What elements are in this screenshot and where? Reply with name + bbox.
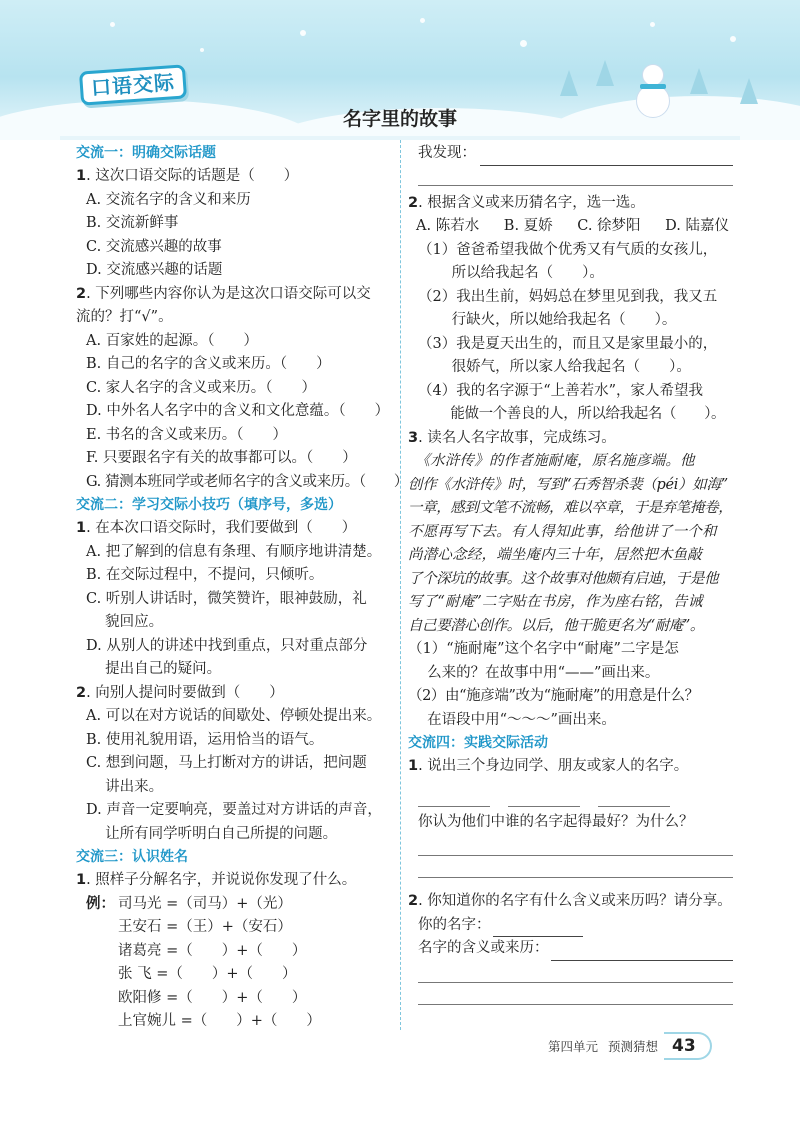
passage-line: 《水浒传》的作者施耐庵，原名施彦端。他 [408,453,695,469]
option: D. 陆嘉仪 [665,218,729,234]
passage-line: 尚潜心念经，端坐庵内三十年，居然把木鱼敲 [408,547,702,563]
option: D. 从别人的讲述中找到重点，只对重点部分 [86,637,368,654]
snowflake-icon [520,40,527,47]
sub-question: （3）我是夏天出生的，而且又是家里最小的， [418,335,718,352]
question-number: 2 [408,194,419,211]
page-title: 名字里的故事 [342,108,457,130]
snowflake-icon [420,18,425,23]
question-text-cont: 流的？打“√”。 [76,309,173,325]
option: A. 百家姓的起源。（ ） [86,332,258,349]
option-cont: 让所有同学听明白自己所提的问题。 [86,825,338,842]
question-9 [408,890,733,914]
option: B. 使用礼貌用语，运用恰当的语气。 [86,731,324,748]
question-number: 1 [76,872,87,888]
option: A. 陈若水 [416,218,480,234]
question-text: . 照样子分解名字，并说说你发现了什么。 [86,872,357,888]
option: C. 想到问题，马上打断对方的讲话，把问题 [86,755,367,771]
name-row [408,914,733,938]
answer-line[interactable] [418,856,733,878]
tree-icon [690,68,708,94]
section-heading-3: 交流三：认识姓名 [76,849,188,865]
sub-question: （2）我出生前，妈妈总在梦里见到我，我又五 [418,288,718,305]
snowflake-icon [650,22,655,27]
answer-line[interactable] [418,961,733,983]
question-6 [408,192,733,216]
page-number: 43 [664,1032,712,1060]
option: A. 把了解到的信息有条理、有顺序地讲清楚。 [86,543,382,560]
option: C. 交流感兴趣的故事 [86,238,222,255]
question-text: . 你知道你的名字有什么含义或来历吗？请分享。 [418,893,732,909]
tree-icon [740,78,758,104]
sub-question-cont: 能做一个善良的人，所以给我起名（ ）。 [418,406,726,422]
option: D. 中外名人名字中的含义和文化意蕴。（ ） [86,403,390,419]
question-text: . 这次口语交际的话题是（ ） [86,168,299,184]
question-text: . 根据含义或来历猜名字，选一选。 [418,194,645,211]
meaning-label: 名字的含义或来历： [418,940,549,956]
answer-line[interactable] [418,166,733,186]
name-answer-lines [408,779,733,807]
question-number: 2 [408,893,419,909]
question-8 [408,755,733,779]
tree-icon [560,70,578,96]
option: E. 书名的含义或来历。（ ） [86,426,288,443]
option: A. 可以在对方说话的间歇处、停顿处提出来。 [86,708,382,724]
option: C. 徐梦阳 [577,218,641,234]
question-text: . 在本次口语交际时，我们要做到（ ） [86,520,357,536]
name-options [408,215,733,239]
name-split-row: 诸葛亮 =（ ）+（ ） [118,942,307,959]
option: D. 声音一定要响亮，要盖过对方讲话的声音， [86,802,382,818]
question-number: 3 [408,429,419,446]
option: C. 听别人讲话时，微笑赞许，眼神鼓励，礼 [86,590,367,607]
option-cont: 提出自己的疑问。 [86,661,222,677]
follow-up-question: 你认为他们中谁的名字起得最好？为什么？ [418,813,694,830]
sub-question: （4）我的名字源于“上善若水”，家人希望我 [418,382,704,399]
question-number: 2 [76,285,87,302]
meaning-row [408,937,733,961]
answer-line[interactable] [418,806,490,807]
name-split-row: 上官婉儿 =（ ）+（ ） [118,1013,321,1029]
snowflake-icon [110,22,115,27]
name-split-row: 王安石 =（王）+（安石） [118,919,292,935]
sub-question-cont: 很娇气，所以家人给我起名（ ）。 [418,359,691,375]
sub-question: （1）爸爸希望我做个优秀又有气质的女孩儿， [418,241,718,258]
answer-line[interactable] [418,983,733,1005]
sub-question-cont: 么来的？在故事中用“——”画出来。 [408,664,660,681]
option: B. 交流新鲜事 [86,215,179,231]
answer-line[interactable] [493,919,583,937]
footer-unit: 第四单元 [548,1039,599,1054]
option: B. 在交际过程中，不提问，只倾听。 [86,567,324,583]
option-cont: 讲出来。 [86,778,164,795]
question-1 [76,165,396,189]
sub-question-cont: 在语段中用“～～～”画出来。 [408,711,616,728]
section-heading-2: 交流二：学习交际小技巧（填序号，多选） [76,497,342,513]
answer-line[interactable] [508,806,580,807]
question-text: . 说出三个身边同学、朋友或家人的名字。 [418,758,689,774]
example-label: 例： [86,895,115,912]
answer-line[interactable] [598,806,670,807]
question-number: 1 [76,520,87,536]
answer-line[interactable] [418,834,733,856]
option: C. 家人名字的含义或来历。（ ） [86,379,317,396]
right-column [408,142,733,1005]
passage-line: 不愿再写下去。有人得知此事，给他讲了一个和 [408,523,717,540]
question-number: 1 [76,168,87,184]
question-2 [76,283,396,307]
question-5 [76,869,396,893]
discover-label: 我发现： [418,145,476,161]
passage-line: 一章，感到文笔不流畅，难以卒章，于是弃笔掩卷， [408,500,733,516]
passage-line: 自己要潜心创作。以后，他干脆更名为“耐庵”。 [408,617,705,634]
snowman-scarf-icon [640,84,666,89]
sub-question: （2）由“施彦端”改为“施耐庵”的用意是什么？ [408,688,699,704]
question-text: . 向别人提问时要做到（ ） [86,684,284,701]
passage-line: 了个深坑的故事。这个故事对他颇有启迪，于是他 [408,570,719,587]
sub-question-cont: 行缺火，所以她给我起名（ ）。 [418,312,677,328]
left-column [76,142,409,1034]
snowman-head-icon [642,64,664,86]
sub-question-cont: 所以给我起名（ ）。 [418,265,604,281]
tree-icon [596,60,614,86]
column-divider [400,140,401,1030]
answer-line[interactable] [480,148,733,166]
snowflake-icon [300,30,306,36]
footer-topic: 预测猜想 [608,1039,659,1054]
option: G. 猜测本班同学或老师名字的含义或来历。（ ） [86,473,409,490]
option: A. 交流名字的含义和来历 [86,191,251,208]
option: B. 夏娇 [503,218,553,234]
snowflake-icon [730,36,736,42]
question-number: 1 [408,758,419,774]
sub-question: （1）“施耐庵”这个名字中“耐庵”二字是怎 [408,641,679,657]
question-7 [408,427,733,451]
snowflake-icon [200,48,204,52]
answer-line[interactable] [551,943,734,961]
name-label: 你的名字： [418,916,491,933]
name-split-row: 张 飞 =（ ）+（ ） [118,966,297,982]
badge-label: 口语交际 [90,70,176,100]
question-text: . 读名人名字故事，完成练习。 [418,429,616,446]
option: D. 交流感兴趣的话题 [86,262,223,278]
section-heading-4: 交流四：实践交际活动 [408,735,548,751]
name-split-row: 欧阳修 =（ ）+（ ） [118,989,307,1006]
option: F. 只要跟名字有关的故事都可以。（ ） [86,450,357,466]
section-heading-1: 交流一：明确交际话题 [76,145,216,161]
question-text: . 下列哪些内容你认为是这次口语交际可以交 [86,285,371,302]
example-item: 司马光 =（司马）+（光） [118,895,292,912]
passage-line: 创作《水浒传》时，写到“石秀智杀裴（péi）如海” [408,476,728,493]
question-3 [76,517,396,541]
question-number: 2 [76,684,87,701]
passage-line: 写了“耐庵”二字贴在书房，作为座右铭，告诫 [408,594,703,610]
example-row [76,893,396,917]
option-cont: 貌回应。 [86,614,164,630]
discover-row [408,142,733,166]
question-4 [76,682,396,706]
page-footer [548,1033,712,1059]
option: B. 自己的名字的含义或来历。（ ） [86,356,331,372]
